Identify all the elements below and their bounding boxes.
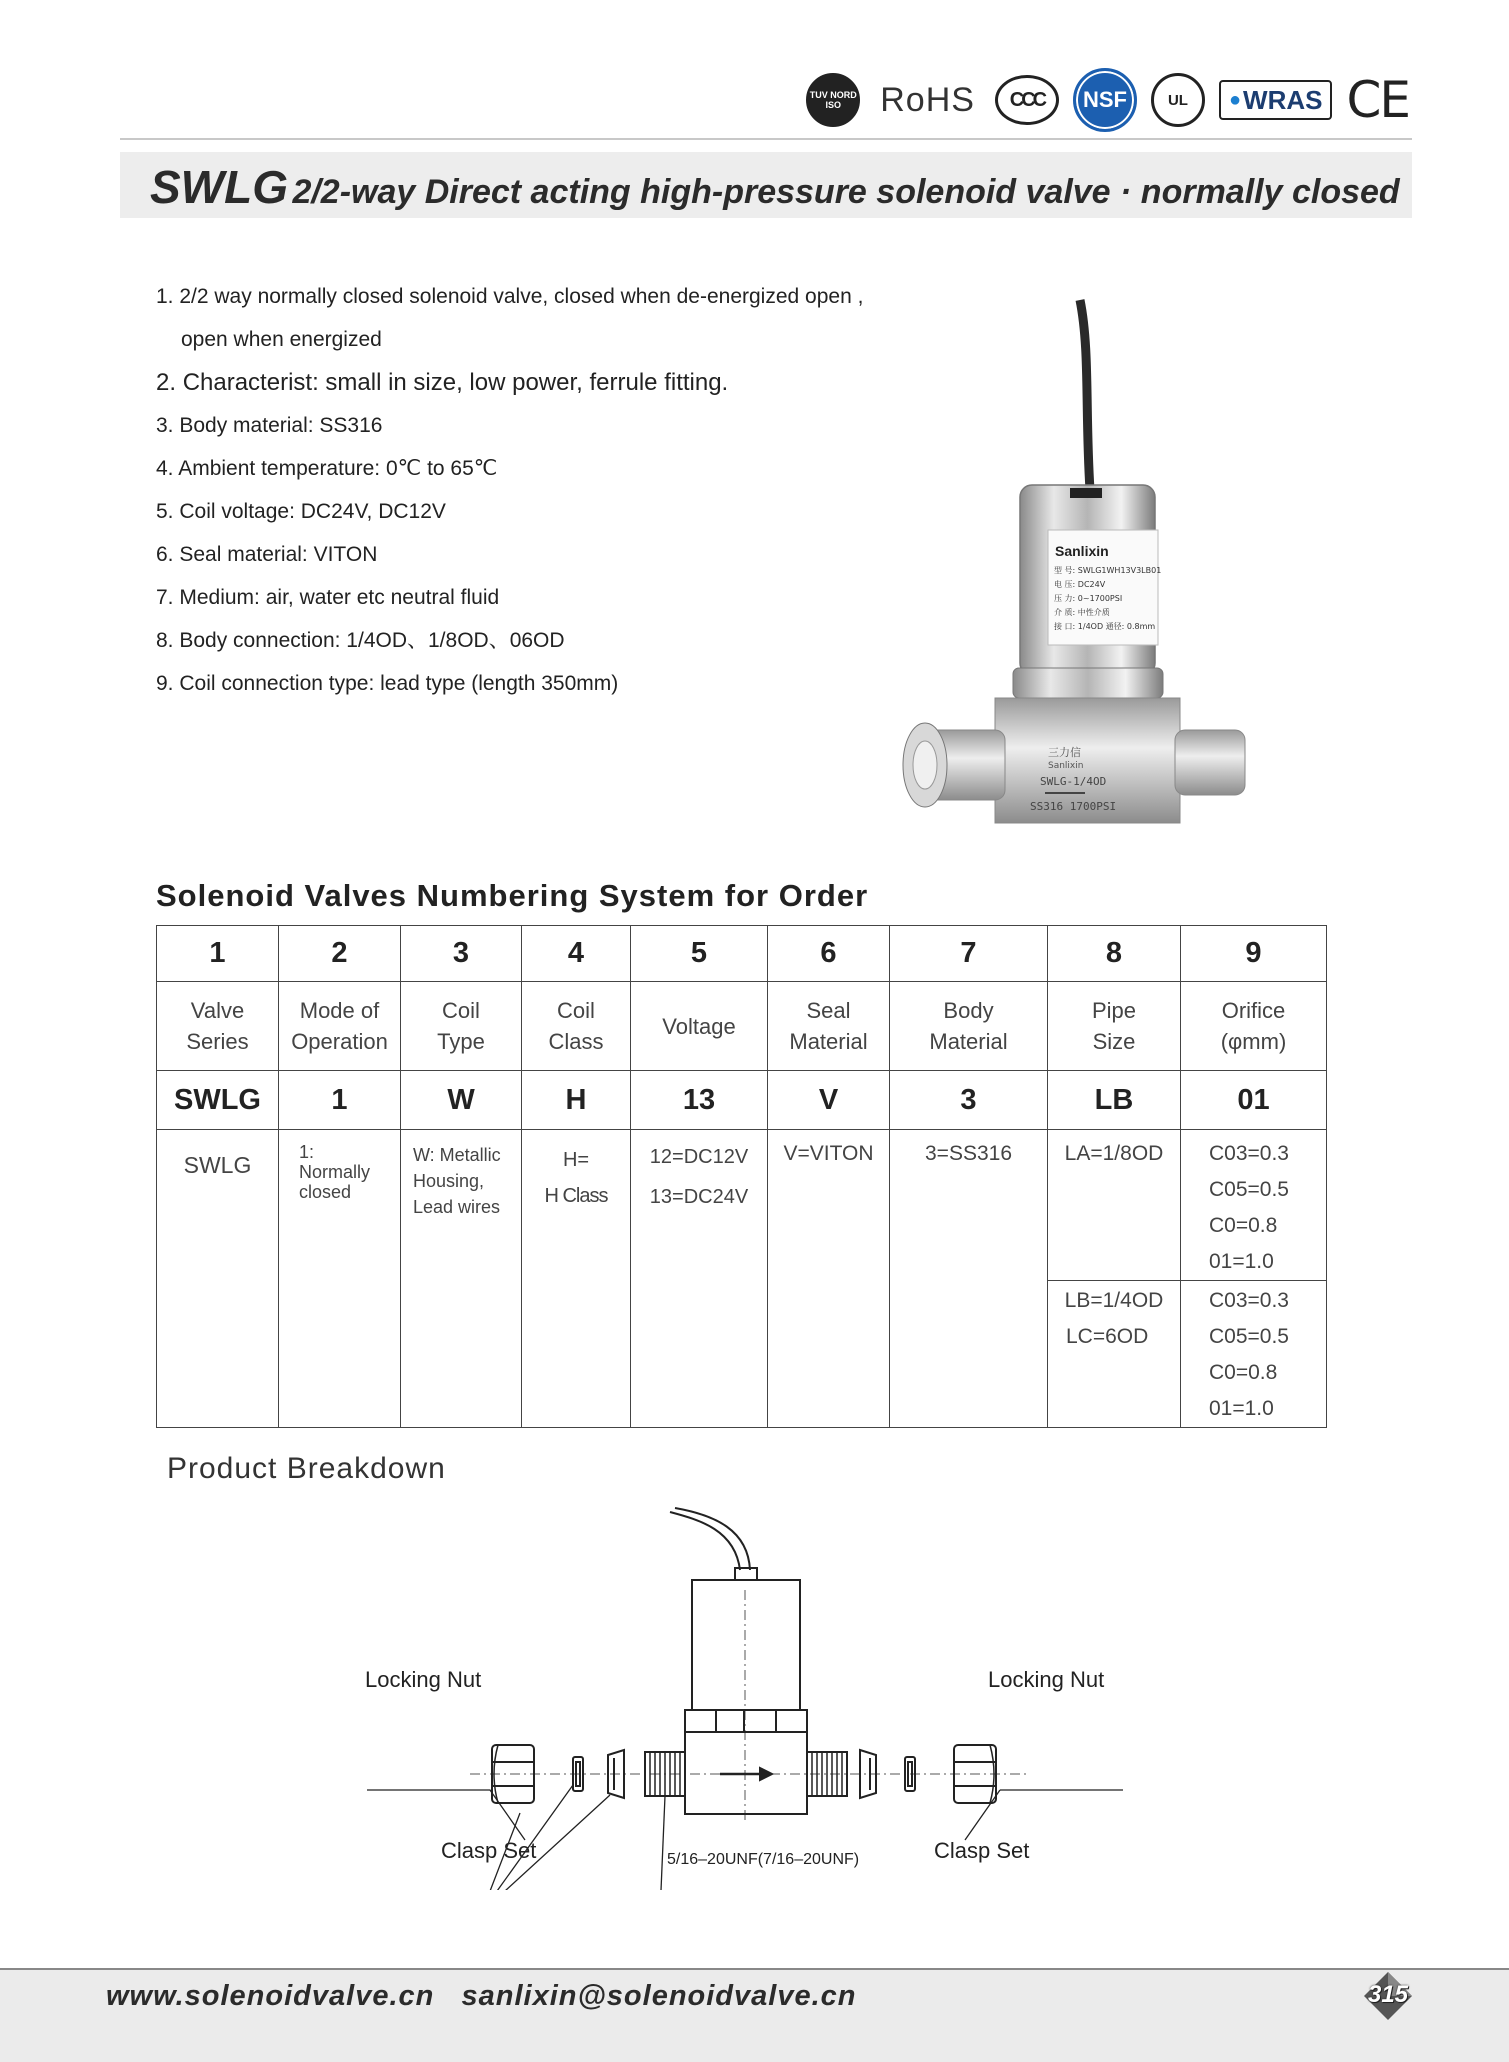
clasp-set-right-label: Clasp Set [934, 1838, 1030, 1863]
svg-text:接 口: 1/4OD 通径: 0.8mm: 接 口: 1/4OD 通径: 0.8mm [1054, 622, 1156, 631]
tuv-logo: TUV NORD ISO [806, 73, 860, 127]
clasp-set-left-label: Clasp Set [441, 1838, 537, 1863]
feature-item: 7. Medium: air, water etc neutral fluid [156, 586, 500, 609]
label-brand: Sanlixin [1055, 543, 1109, 559]
option-pipe-size-a: LA=1/8OD [1048, 1130, 1181, 1281]
breakdown-diagram [340, 1500, 1160, 1890]
example-code: 1 [279, 1071, 401, 1130]
ccc-logo: CCC [995, 75, 1059, 125]
options-row [157, 1130, 1327, 1281]
breakdown-heading: Product Breakdown [167, 1452, 446, 1485]
svg-text:介 质: 中性介质: 介 质: 中性介质 [1054, 608, 1110, 617]
rohs-logo: RoHS [880, 80, 975, 119]
position-number: 4 [522, 926, 631, 982]
position-number: 2 [279, 926, 401, 982]
feature-item: 6. Seal material: VITON [156, 543, 378, 566]
feature-item: 8. Body connection: 1/4OD、1/8OD、06OD [156, 629, 565, 652]
example-code: W [401, 1071, 522, 1130]
feature-item: 1. 2/2 way normally closed solenoid valve, closed when de-energized open , open when energized [156, 285, 864, 351]
feature-list [156, 275, 916, 705]
position-number: 9 [1181, 926, 1327, 982]
option-body: 3=SS316 [890, 1130, 1048, 1428]
field-name-row [157, 982, 1327, 1071]
ul-logo: UL [1151, 73, 1205, 127]
order-system-heading: Solenoid Valves Numbering System for Order [156, 878, 869, 913]
example-code: 13 [631, 1071, 768, 1130]
option-coil-class: H= H Class [522, 1130, 631, 1428]
position-number: 8 [1048, 926, 1181, 982]
page-number: 315 [1360, 1968, 1416, 2024]
example-code: 01 [1181, 1071, 1327, 1130]
svg-text:Sanlixin: Sanlixin [1048, 761, 1084, 771]
lead-wire [1080, 300, 1090, 490]
option-coil-type: W: Metallic Housing, Lead wires [401, 1130, 522, 1428]
field-name: Coil Class [522, 982, 631, 1071]
water-drop-icon: ● [1228, 88, 1242, 111]
feature-item: 9. Coil connection type: lead type (length 350mm) [156, 672, 619, 695]
position-number-row [157, 926, 1327, 982]
position-number: 6 [768, 926, 890, 982]
svg-text:三力信: 三力信 [1048, 746, 1081, 759]
position-number: 5 [631, 926, 768, 982]
option-seal: V=VITON [768, 1130, 890, 1428]
header-divider [120, 138, 1412, 140]
nsf-logo: NSF [1073, 68, 1137, 132]
field-name: Orifice (φmm) [1181, 982, 1327, 1071]
field-name: Pipe Size [1048, 982, 1181, 1071]
field-name: Coil Type [401, 982, 522, 1071]
position-number: 1 [157, 926, 279, 982]
option-voltage: 12=DC12V 13=DC24V [631, 1130, 768, 1428]
product-photo [880, 290, 1300, 850]
option-pipe-size-b: LB=1/4OD LC=6OD [1048, 1281, 1181, 1428]
svg-text:压 力: 0~1700PSI: 压 力: 0~1700PSI [1054, 594, 1123, 603]
example-code: V [768, 1071, 890, 1130]
footer-contact [106, 1980, 857, 2013]
feature-item: 2. Characterist: small in size, low power, ferrule fitting. [156, 369, 729, 396]
model-description: 2/2-way Direct acting high-pressure solenoid valve · normally closed [292, 173, 1400, 211]
locking-nut-right-label: Locking Nut [988, 1667, 1105, 1692]
option-series: SWLG [157, 1130, 279, 1428]
svg-text:SWLG-1/4OD: SWLG-1/4OD [1040, 775, 1107, 788]
svg-text:SS316 1700PSI: SS316 1700PSI [1030, 800, 1117, 813]
example-code: 3 [890, 1071, 1048, 1130]
ce-logo: CE [1346, 71, 1409, 129]
footer-website[interactable]: www.solenoidvalve.cn [106, 1980, 435, 2012]
feature-item: 3. Body material: SS316 [156, 414, 383, 437]
feature-item: 5. Coil voltage: DC24V, DC12V [156, 500, 446, 523]
svg-text:型 号: SWLG1WH13V3LB01: 型 号: SWLG1WH13V3LB01 [1054, 566, 1162, 575]
page-title [150, 160, 1400, 214]
wras-logo: ● WRAS [1219, 80, 1333, 120]
example-code-row [157, 1071, 1327, 1130]
option-orifice-b: C03=0.3 C05=0.5 C0=0.8 01=1.0 [1181, 1281, 1327, 1428]
footer-email[interactable]: sanlixin@solenoidvalve.cn [461, 1980, 857, 2012]
model-name: SWLG [150, 161, 288, 213]
example-code: LB [1048, 1071, 1181, 1130]
locking-nut-left-label: Locking Nut [365, 1667, 482, 1692]
option-orifice-a: C03=0.3 C05=0.5 C0=0.8 01=1.0 [1181, 1130, 1327, 1281]
field-name: Seal Material [768, 982, 890, 1071]
thread-spec-label: 5/16–20UNF(7/16–20UNF) [667, 1851, 860, 1868]
order-table [156, 925, 1327, 1428]
svg-text:电 压: DC24V: 电 压: DC24V [1054, 580, 1106, 589]
option-mode: 1: Normally closed [279, 1130, 401, 1428]
feature-item: 4. Ambient temperature: 0℃ to 65℃ [156, 457, 498, 480]
field-name: Body Material [890, 982, 1048, 1071]
field-name: Mode of Operation [279, 982, 401, 1071]
field-name: Valve Series [157, 982, 279, 1071]
certification-bar [806, 70, 1409, 130]
field-name: Voltage [631, 982, 768, 1071]
position-number: 7 [890, 926, 1048, 982]
position-number: 3 [401, 926, 522, 982]
example-code: H [522, 1071, 631, 1130]
example-code: SWLG [157, 1071, 279, 1130]
